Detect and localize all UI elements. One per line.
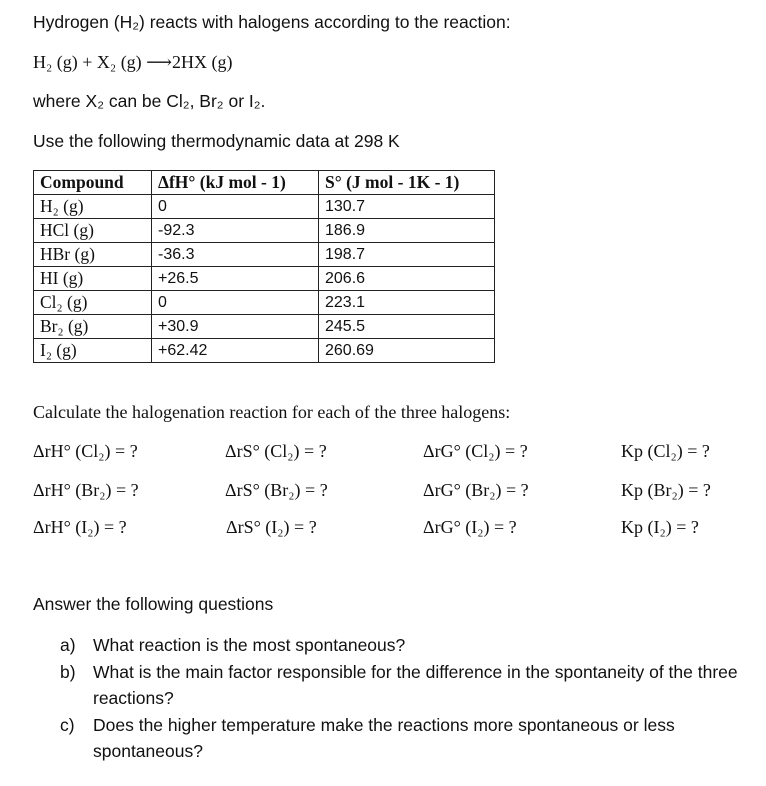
entropy-cell: 260.69 xyxy=(319,339,495,363)
kp-cl2: Kp (Cl₂) = ? xyxy=(621,441,710,461)
question-marker: b) xyxy=(60,661,76,682)
enthalpy-cell: 0 xyxy=(152,195,319,219)
kp-i2: Kp (I₂) = ? xyxy=(621,517,699,537)
enthalpy-cell: -36.3 xyxy=(152,243,319,267)
question-marker: c) xyxy=(60,714,75,735)
compound-cell: H₂ (g) xyxy=(34,195,152,219)
entropy-cell: 186.9 xyxy=(319,219,495,243)
entropy-cell: 130.7 xyxy=(319,195,495,219)
enthalpy-cell: +26.5 xyxy=(152,267,319,291)
header-enthalpy: ΔfH° (kJ mol - 1) xyxy=(152,171,319,195)
calculation-instruction: Calculate the halogenation reaction for each of the three halogens: xyxy=(33,402,511,422)
question-text: What is the main factor responsible for the difference in the spontaneity of the three reactions? xyxy=(93,661,738,708)
enthalpy-cell: +62.42 xyxy=(152,339,319,363)
compound-cell: Cl₂ (g) xyxy=(34,291,152,315)
questions-heading: Answer the following questions xyxy=(33,594,274,614)
table-row xyxy=(34,219,495,243)
entropy-i2: ΔrS° (I₂) = ? xyxy=(226,517,317,537)
table-row xyxy=(34,267,495,291)
thermodynamic-data-table xyxy=(33,170,495,363)
table-row xyxy=(34,339,495,363)
table-row xyxy=(34,291,495,315)
entropy-cl2: ΔrS° (Cl₂) = ? xyxy=(225,441,327,461)
compound-cell: HCl (g) xyxy=(34,219,152,243)
list-item xyxy=(60,659,750,712)
entropy-br2: ΔrS° (Br₂) = ? xyxy=(225,480,328,500)
data-instruction: Use the following thermodynamic data at 298 K xyxy=(33,131,400,151)
enthalpy-i2: ΔrH° (I₂) = ? xyxy=(33,517,127,537)
compound-cell: HI (g) xyxy=(34,267,152,291)
question-text: Does the higher temperature make the reactions more spontaneous or less spontaneous? xyxy=(93,714,675,761)
entropy-cell: 245.5 xyxy=(319,315,495,339)
entropy-cell: 206.6 xyxy=(319,267,495,291)
table-header-row xyxy=(34,171,495,195)
enthalpy-cl2: ΔrH° (Cl₂) = ? xyxy=(33,441,138,461)
entropy-cell: 223.1 xyxy=(319,291,495,315)
entropy-cell: 198.7 xyxy=(319,243,495,267)
kp-br2: Kp (Br₂) = ? xyxy=(621,480,711,500)
enthalpy-cell: 0 xyxy=(152,291,319,315)
reaction-equation: H₂ (g) + X₂ (g) ⟶2HX (g) xyxy=(33,52,233,72)
gibbs-br2: ΔrG° (Br₂) = ? xyxy=(423,480,529,500)
question-marker: a) xyxy=(60,635,76,655)
enthalpy-br2: ΔrH° (Br₂) = ? xyxy=(33,480,139,500)
gibbs-i2: ΔrG° (I₂) = ? xyxy=(423,517,517,537)
intro-sentence: Hydrogen (H₂) reacts with halogens according to the reaction: xyxy=(33,12,511,32)
list-item xyxy=(60,712,750,765)
list-item xyxy=(60,632,750,659)
compound-cell: HBr (g) xyxy=(34,243,152,267)
question-text: What reaction is the most spontaneous? xyxy=(93,635,406,655)
header-entropy: S° (J mol - 1K - 1) xyxy=(319,171,495,195)
halogen-definition: where X₂ can be Cl₂, Br₂ or I₂. xyxy=(33,91,266,111)
compound-cell: Br₂ (g) xyxy=(34,315,152,339)
enthalpy-cell: +30.9 xyxy=(152,315,319,339)
table-row xyxy=(34,195,495,219)
gibbs-cl2: ΔrG° (Cl₂) = ? xyxy=(423,441,528,461)
question-list xyxy=(60,632,750,765)
table-row xyxy=(34,315,495,339)
table-row xyxy=(34,243,495,267)
compound-cell: I₂ (g) xyxy=(34,339,152,363)
header-compound: Compound xyxy=(34,171,152,195)
enthalpy-cell: -92.3 xyxy=(152,219,319,243)
